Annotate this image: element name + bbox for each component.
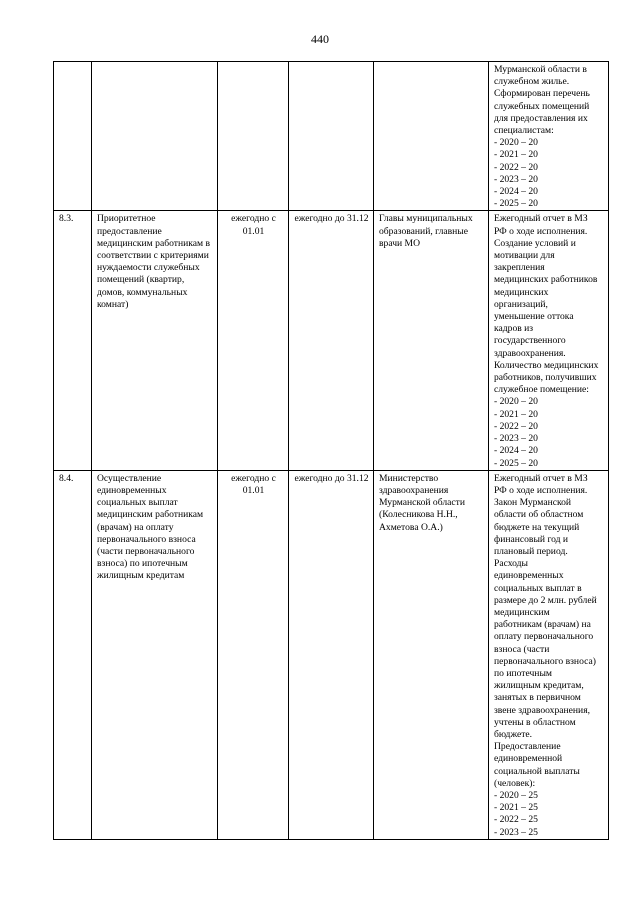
result-line: единовременной [494,753,563,765]
result-line: специалистам: [494,125,554,137]
result-line: звене здравоохранения, [494,704,591,716]
result-line: служебном жилье. [494,76,570,88]
result-line: взноса (части [494,643,550,655]
result-line: - 2023 – 20 [494,433,538,445]
result-line: организаций, [494,298,548,310]
result-line: единовременных [494,570,564,582]
result-line: оплату первоначального [494,631,594,643]
table-row [54,62,609,211]
result-line: Ежегодный отчет в МЗ [494,213,588,225]
result-line: служебное помещение: [494,384,589,396]
result-line: - 2020 – 20 [494,396,538,408]
measure-name-cell [92,62,218,211]
result-line: социальных выплат в [494,582,582,594]
result-line: для предоставления их [494,112,588,124]
result-cell [489,62,609,211]
result-line: - 2023 – 25 [494,826,538,838]
start-date-cell: ежегодно с 01.01 [218,470,289,839]
result-line: - 2023 – 20 [494,173,538,185]
start-date-cell: ежегодно с 01.01 [218,211,289,470]
result-line: - 2021 – 25 [494,802,538,814]
result-line: здравоохранения. [494,347,566,359]
responsible-cell: Главы муниципальных образований, главные врачи МО [374,211,489,470]
end-date-cell: ежегодно до 31.12 [289,211,374,470]
result-line: бюджете. [494,728,533,740]
responsible-cell [374,62,489,211]
result-line: Расходы [494,558,529,570]
result-line: - 2022 – 25 [494,814,538,826]
result-line: служебных помещений [494,100,590,112]
result-line: - 2025 – 20 [494,198,538,210]
result-line: социальной выплаты [494,765,580,777]
row-number-cell [54,62,92,211]
result-cell [489,211,609,470]
result-line: занятых в первичном [494,692,581,704]
result-line: медицинских [494,286,549,298]
result-line: - 2020 – 20 [494,137,538,149]
result-line: Количество медицинских [494,359,599,371]
result-line: бюджете на текущий [494,521,580,533]
result-line: Создание условий и [494,237,576,249]
result-line: уменьшение оттока [494,311,574,323]
result-line: Ежегодный отчет в МЗ [494,472,588,484]
result-line: РФ о ходе исполнения. [494,225,588,237]
result-line: финансовый год и [494,533,569,545]
result-line: - 2024 – 20 [494,186,538,198]
result-line: РФ о ходе исполнения. [494,484,588,496]
result-line: работников, получивших [494,372,597,384]
measure-name-cell: Осуществление единовременных социальных выплат медицинским работникам (врачам) на оплату первоначального взноса (части первоначального взноса) по ипотечным жилищным кредитам [92,470,218,839]
result-line: - 2020 – 25 [494,789,538,801]
row-number-cell: 8.4. [54,470,92,839]
result-line: размере до 2 млн. рублей [494,594,597,606]
result-line: закрепления [494,262,545,274]
result-line: - 2021 – 20 [494,149,538,161]
row-number-cell: 8.3. [54,211,92,470]
result-line: Мурманской области в [494,64,587,75]
result-line: кадров из [494,323,534,335]
result-line: медицинским [494,606,550,618]
result-line: (человек): [494,777,536,789]
result-line: области об областном [494,509,584,521]
page-number: 440 [311,32,329,46]
result-line: плановый период. [494,545,568,557]
result-line: работникам (врачам) на [494,619,591,631]
result-line: учтены в областном [494,716,576,728]
measures-table [53,61,609,840]
result-line: медицинских работников [494,274,598,286]
result-line: - 2022 – 20 [494,161,538,173]
result-line: жилищным кредитам, [494,680,584,692]
table-row [54,211,609,470]
measure-name-cell: Приоритетное предоставление медицинским работникам в соответствии с критериями нуждаемости служебных помещений (квартир, домов, коммунальных комнат) [92,211,218,470]
result-line: Закон Мурманской [494,497,572,509]
result-line: по ипотечным [494,667,552,679]
result-line: - 2021 – 20 [494,408,538,420]
result-line: мотивации для [494,250,555,262]
result-line: Предоставление [494,741,561,753]
end-date-cell [289,62,374,211]
result-line: государственного [494,335,566,347]
result-line: первоначального взноса) [494,655,596,667]
result-line: - 2022 – 20 [494,420,538,432]
start-date-cell [218,62,289,211]
result-line: Сформирован перечень [494,88,590,100]
result-cell [489,470,609,839]
table-row [54,470,609,839]
responsible-cell: Министерство здравоохранения Мурманской области (Колесникова Н.Н., Ахметова О.А.) [374,470,489,839]
result-line: - 2025 – 20 [494,457,538,469]
result-line: - 2024 – 20 [494,445,538,457]
end-date-cell: ежегодно до 31.12 [289,470,374,839]
